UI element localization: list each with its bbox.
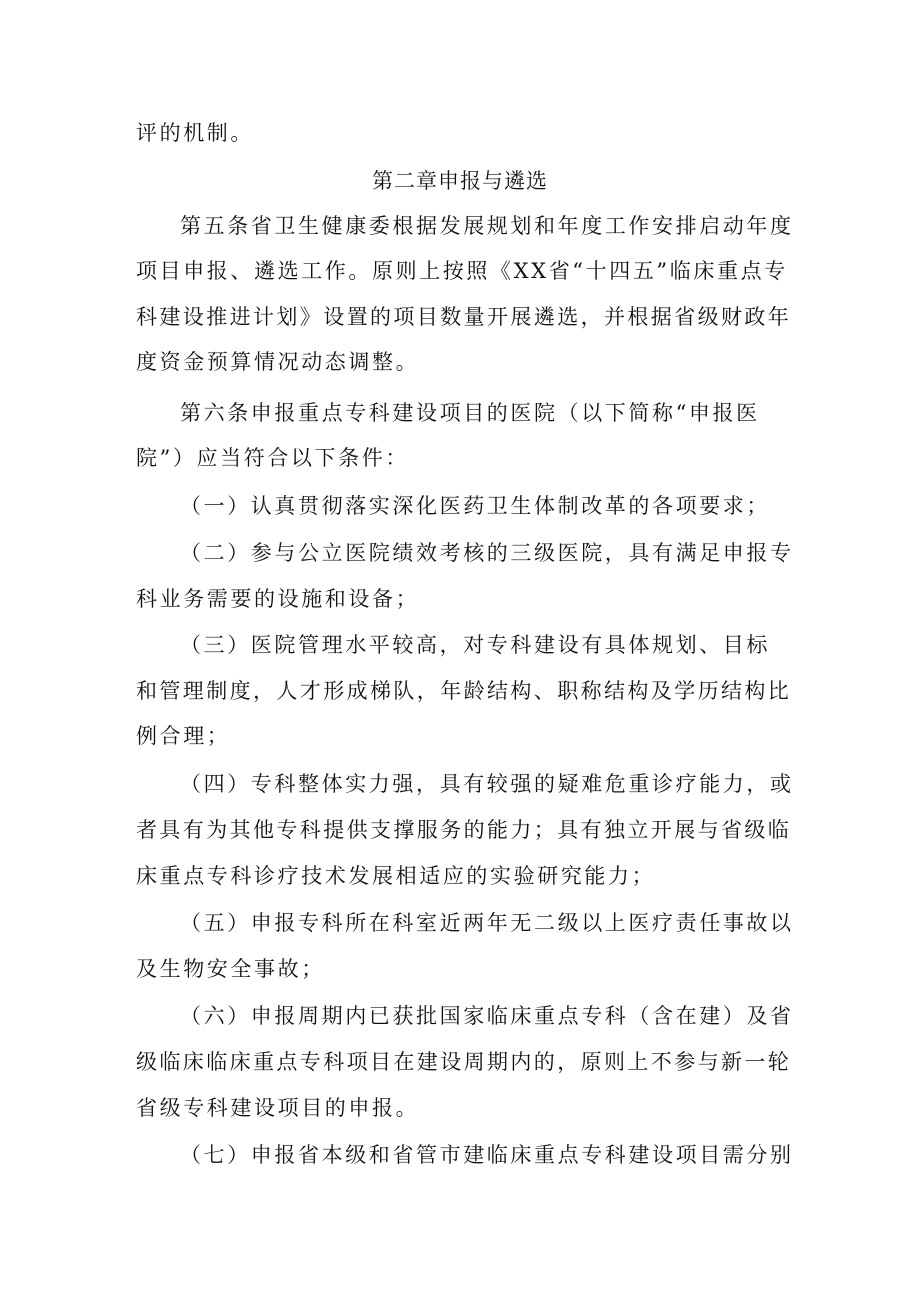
item-5-line-2: 及生物安全事故； (136, 957, 325, 981)
item-5-line-1: （五）申报专科所在科室近两年无二级以上医疗责任事故以 (180, 911, 794, 935)
article-5-line-2: 项目申报、遴选工作。原则上按照《XX省“十四五”临床重点专 (136, 259, 788, 283)
item-6-line-3: 省级专科建设项目的申报。 (136, 1096, 420, 1120)
item-6-line-2: 级临床临床重点专科项目在建设周期内的，原则上不参与新一轮 (136, 1050, 792, 1074)
item-3-line-1: （三）医院管理水平较高，对专科建设有具体规划、目标 (180, 633, 770, 657)
text-line-continuation: 评的机制。 (136, 121, 254, 145)
item-4-line-1: （四）专科整体实力强，具有较强的疑难危重诊疗能力，或 (180, 772, 794, 796)
article-6-line-2: 院”）应当符合以下条件： (136, 446, 409, 470)
item-7-line-1: （七）申报省本级和省管市建临床重点专科建设项目需分别 (180, 1143, 794, 1167)
item-4-line-2: 者具有为其他专科提供支撑服务的能力；具有独立开展与省级临 (136, 818, 792, 842)
article-5-line-4: 度资金预算情况动态调整。 (136, 350, 420, 374)
article-6-line-1: 第六条申报重点专科建设项目的医院（以下简称“申报医 (180, 401, 760, 425)
item-1-line-1: （一）认真贯彻落实深化医药卫生体制改革的各项要求； (180, 494, 770, 518)
item-3-line-2: 和管理制度，人才形成梯队，年龄结构、职称结构及学历结构比 (136, 679, 792, 703)
item-6-line-1: （六）申报周期内已获批国家临床重点专科（含在建）及省 (180, 1004, 794, 1028)
item-2-line-2: 科业务需要的设施和设备； (136, 587, 420, 611)
chapter-heading: 第二章申报与遴选 (372, 169, 548, 193)
item-4-line-3: 床重点专科诊疗技术发展相适应的实验研究能力； (136, 864, 656, 888)
article-5-line-3: 科建设推进计划》设置的项目数量开展遴选，并根据省级财政年 (136, 305, 792, 329)
item-2-line-1: （二）参与公立医院绩效考核的三级医院，具有满足申报专 (180, 541, 794, 565)
article-5-line-1: 第五条省卫生健康委根据发展规划和年度工作安排启动年度 (180, 214, 794, 238)
item-3-line-3: 例合理； (136, 724, 231, 748)
